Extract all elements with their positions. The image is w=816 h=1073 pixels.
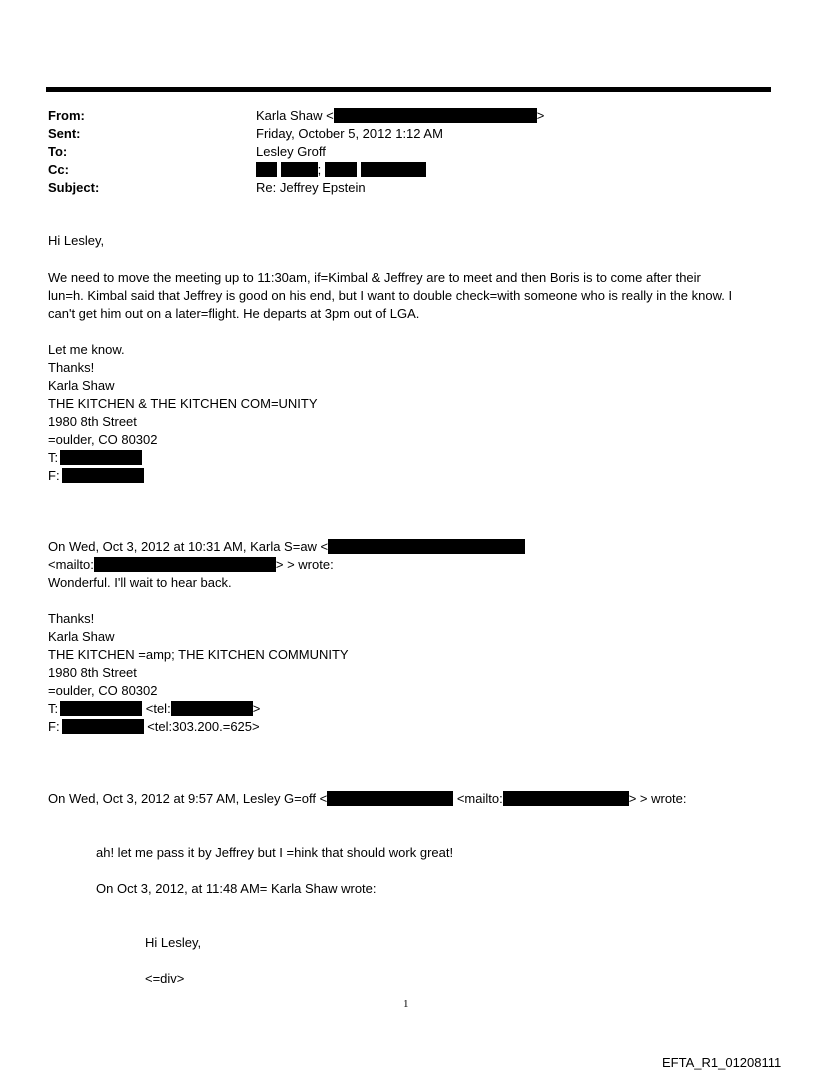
header-rule [46,87,771,92]
signature-line: 1980 8th Street [48,414,137,429]
quote-header [48,790,687,808]
redaction-block [94,557,276,572]
quote-header-mailto [48,556,334,574]
mailto-text: <mailto: [456,791,503,806]
mailto-text: <mailto: [48,557,94,572]
from-close: > [536,108,545,123]
subject-label: Subject: [48,180,100,195]
redaction-block [325,162,357,177]
signature-line: THE KITCHEN & THE KITCHEN COM=UNITY [48,396,318,411]
paragraph-line: lun=h. Kimbal said that Jeffrey is good on his end, but I want to double check=with someone who is really in the know. I [48,288,733,303]
cc-separator: ; [317,162,322,177]
cc-value [256,161,426,179]
quote-text: Wonderful. I'll wait to hear back. [48,575,232,590]
wrote-text: > > wrote: [275,557,334,572]
redaction-block [60,701,142,716]
quote-greeting: Hi Lesley, [145,935,202,950]
tel-close: > [252,701,261,716]
phone-line [48,449,142,467]
t-label: T: [48,701,59,716]
redaction-block [281,162,318,177]
fax-line [48,718,260,736]
from-name: Karla Shaw < [256,108,334,123]
paragraph-line: can't get him out on a later=flight. He departs at 3pm out of LGA. [48,306,420,321]
fax-line [48,467,144,485]
redaction-block [60,450,142,465]
f-label: F: [48,468,60,483]
wrote-text: > > wrote: [628,791,687,806]
signature-line: Let me know. [48,342,125,357]
cc-label: Cc: [48,162,69,177]
from-value [256,107,544,125]
greeting: Hi Lesley, [48,233,105,248]
redaction-block [328,539,525,554]
tel-text: <tel: [145,701,171,716]
signature-line: 1980 8th Street [48,665,137,680]
signature-line: THE KITCHEN =amp; THE KITCHEN COMMUNITY [48,647,349,662]
redaction-block [334,108,537,123]
quote-div-text: <=div> [145,971,185,986]
to-value: Lesley Groff [256,144,326,159]
fax-tel-text: <tel:303.200.=625> [147,719,260,734]
to-label: To: [48,144,68,159]
quote-header: On Oct 3, 2012, at 11:48 AM= Karla Shaw wrote: [96,881,377,896]
redaction-block [62,468,144,483]
signature-line: =oulder, CO 80302 [48,432,158,447]
phone-line [48,700,260,718]
signature-line: Thanks! [48,360,95,375]
redaction-block [327,791,453,806]
signature-line: =oulder, CO 80302 [48,683,158,698]
quote-text: ah! let me pass it by Jeffrey but I =hink that should work great! [96,845,454,860]
signature-line: Thanks! [48,611,95,626]
redaction-block [62,719,144,734]
signature-line: Karla Shaw [48,378,115,393]
quote-header-text: On Wed, Oct 3, 2012 at 10:31 AM, Karla S=aw < [48,539,329,554]
redaction-block [361,162,426,177]
quote-header-text: On Wed, Oct 3, 2012 at 9:57 AM, Lesley G=off < [48,791,328,806]
redaction-block [256,162,277,177]
t-label: T: [48,450,59,465]
f-label: F: [48,719,60,734]
quote-header [48,538,525,556]
sent-label: Sent: [48,126,81,141]
subject-value: Re: Jeffrey Epstein [256,180,366,195]
sent-value: Friday, October 5, 2012 1:12 AM [256,126,443,141]
redaction-block [503,791,629,806]
page-number: 1 [403,998,409,1010]
from-label: From: [48,108,85,123]
paragraph-line: We need to move the meeting up to 11:30am, if=Kimbal & Jeffrey are to meet and then Boris is to come after their [48,270,701,285]
signature-line: Karla Shaw [48,629,115,644]
document-id: EFTA_R1_01208111 [662,1055,782,1070]
redaction-block [171,701,253,716]
